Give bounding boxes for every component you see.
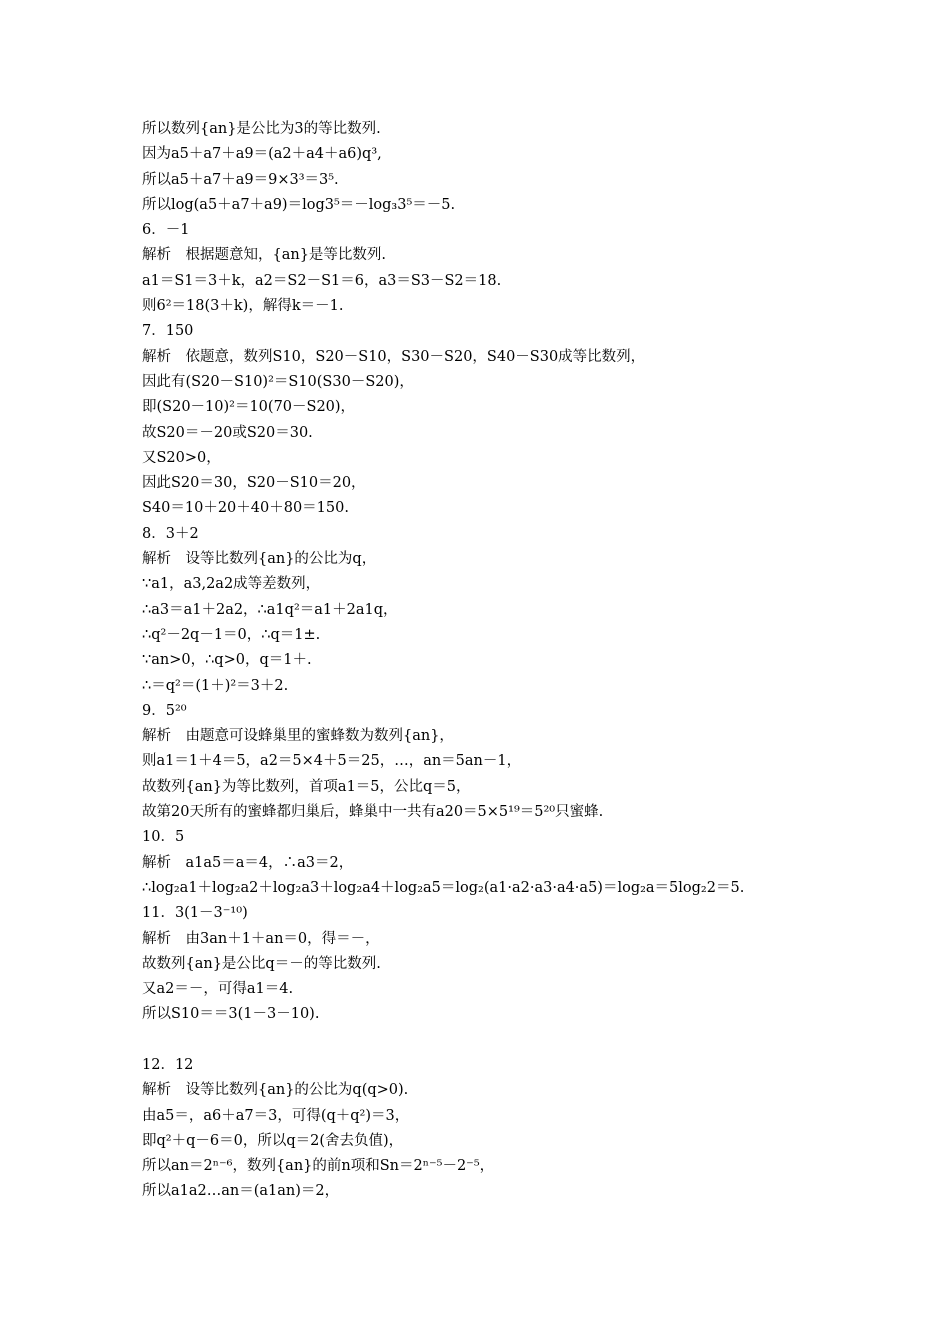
text-line: 所以log(a5＋a7＋a9)＝log3⁵＝－log₃3⁵＝－5. bbox=[142, 196, 456, 213]
text-line: 因此S20＝30，S20－S10＝20， bbox=[142, 475, 366, 492]
answer-number: 10．5 bbox=[142, 829, 185, 846]
answer-document bbox=[142, 117, 922, 1205]
text-line: 解析 由3an＋1＋an＝0，得＝－， bbox=[142, 930, 380, 947]
answer-number: 11．3(1－3⁻¹⁰) bbox=[142, 905, 248, 922]
text-line: 故S20＝－20或S20＝30. bbox=[142, 424, 313, 441]
text-line: 故数列{an}为等比数列，首项a1＝5，公比q＝5， bbox=[142, 778, 471, 795]
text-line: 故第20天所有的蜜蜂都归巢后，蜂巢中一共有a20＝5×5¹⁹＝5²⁰只蜜蜂. bbox=[142, 804, 604, 821]
answer-number: 7．150 bbox=[142, 323, 194, 340]
answer-number: 9．5²⁰ bbox=[142, 702, 187, 719]
answer-number: 12．12 bbox=[142, 1056, 194, 1073]
text-line: ∴log₂a1＋log₂a2＋log₂a3＋log₂a4＋log₂a5＝log₂(a1·a2·a3·a4·a5)＝log₂a＝5log₂2＝5. bbox=[142, 879, 745, 896]
text-line: ∵a1，a3,2a2成等差数列， bbox=[142, 576, 321, 593]
text-line: 即q²＋q－6＝0，所以q＝2(舍去负值)， bbox=[142, 1132, 404, 1149]
text-line: S40＝10＋20＋40＋80＝150. bbox=[142, 500, 349, 517]
text-line: ∴q²－2q－1＝0，∴q＝1±. bbox=[142, 626, 321, 643]
text-line: 由a5＝，a6＋a7＝3，可得(q＋q²)＝3， bbox=[142, 1107, 410, 1124]
text-line: ∴a3＝a1＋2a2，∴a1q²＝a1＋2a1q， bbox=[142, 601, 398, 618]
text-line: 所以S10＝＝3(1－3－10). bbox=[142, 1006, 320, 1023]
text-line: 因此有(S20－S10)²＝S10(S30－S20)， bbox=[142, 373, 414, 390]
text-line: 所以数列{an}是公比为3的等比数列. bbox=[142, 121, 381, 137]
answer-number: 8．3＋2 bbox=[142, 525, 199, 542]
text-line: a1＝S1＝3＋k，a2＝S2－S1＝6，a3＝S3－S2＝18. bbox=[142, 272, 502, 289]
text-line: 故数列{an}是公比q＝－的等比数列. bbox=[142, 955, 381, 972]
text-line: 又S20>0， bbox=[142, 449, 221, 466]
text-line: ∴＝q²＝(1＋)²＝3＋2. bbox=[142, 677, 289, 694]
answer-number: 6．－1 bbox=[142, 222, 190, 239]
text-line: 解析 设等比数列{an}的公比为q， bbox=[142, 551, 377, 568]
text-line: 即(S20－10)²＝10(70－S20)， bbox=[142, 399, 356, 416]
text-line: 解析 依题意，数列S10，S20－S10，S30－S20，S40－S30成等比数列， bbox=[142, 348, 646, 365]
text-line: 所以a1a2…an＝(a1an)＝2， bbox=[142, 1183, 340, 1200]
text-line: ∵an>0，∴q>0，q＝1＋. bbox=[142, 652, 312, 669]
text-line: 所以a5＋a7＋a9＝9×3³＝3⁵. bbox=[142, 171, 339, 188]
text-line: 解析 根据题意知，{an}是等比数列. bbox=[142, 247, 387, 264]
text-line: 则a1＝1＋4＝5，a2＝5×4＋5＝25，…，an＝5an－1， bbox=[142, 753, 522, 770]
text-line: 则6²＝18(3＋k)，解得k＝－1. bbox=[142, 298, 344, 315]
text-line: 又a2＝－，可得a1＝4. bbox=[142, 981, 294, 998]
blank-line bbox=[142, 1028, 922, 1053]
text-line: 所以an＝2ⁿ⁻⁶，数列{an}的前n项和Sn＝2ⁿ⁻⁵－2⁻⁵， bbox=[142, 1158, 495, 1175]
text-line: 因为a5＋a7＋a9＝(a2＋a4＋a6)q³, bbox=[142, 146, 382, 163]
text-line: 解析 由题意可设蜂巢里的蜜蜂数为数列{an}， bbox=[142, 728, 454, 745]
text-line: 解析 设等比数列{an}的公比为q(q>0). bbox=[142, 1082, 409, 1099]
text-line: 解析 a1a5＝a＝4，∴a3＝2， bbox=[142, 854, 354, 871]
